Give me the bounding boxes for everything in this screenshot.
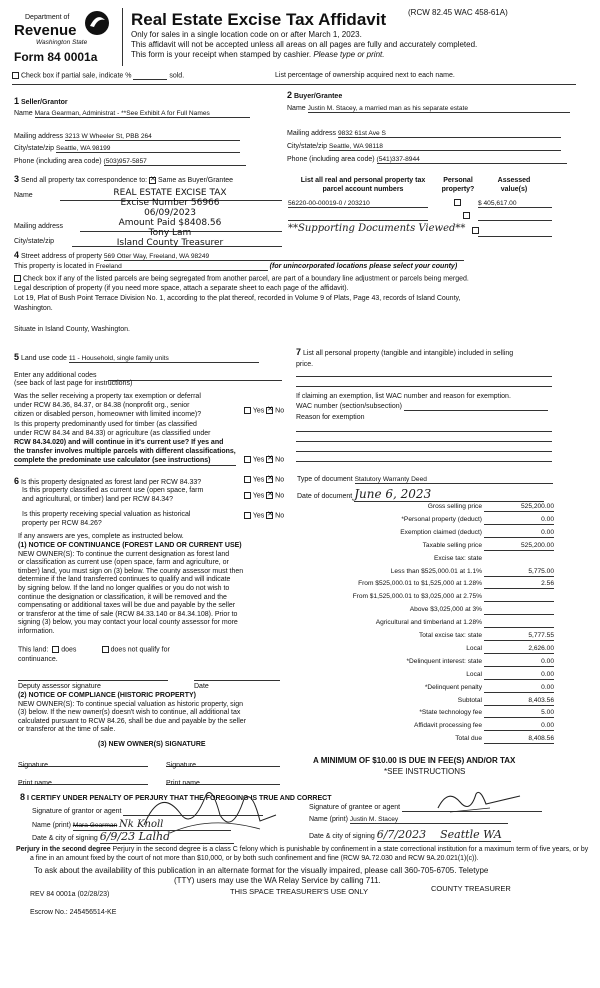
tax-row-label: Total excise tax: state <box>418 632 482 639</box>
deputy-date-label: Date <box>194 683 209 690</box>
segregated-row: Check box if any of the listed parcels are being segregated from another parcel, are part of a boundary line adjustment or parcels being merged. <box>14 275 469 282</box>
historic-no-checkbox[interactable] <box>266 512 273 519</box>
does-checkbox[interactable] <box>52 646 59 653</box>
seller-city-row: City/state/zip Seattle, WA 98199 <box>14 145 240 153</box>
historic-yes-checkbox[interactable] <box>244 512 251 519</box>
see-instructions: *SEE INSTRUCTIONS <box>384 767 466 776</box>
page-title: Real Estate Excise Tax Affidavit <box>131 10 387 29</box>
tax-row-value[interactable] <box>484 593 554 602</box>
deputy-sig-label: Deputy assessor signature <box>18 683 101 690</box>
land-use-field[interactable]: 11 - Household, single family units <box>69 355 259 363</box>
supporting-docs-note: **Supporting Documents Viewed** <box>288 223 466 234</box>
tax-row-value[interactable]: 0.00 <box>484 516 554 525</box>
forest-question: 6 Is this property designated as forest land per RCW 84.33? <box>14 476 202 486</box>
see-back-label: (see back of last page for instructions) <box>14 380 133 387</box>
tax-row-value[interactable]: 8,403.56 <box>484 697 554 706</box>
historic-yes-no: Yes ✕ No <box>244 512 284 519</box>
tax-row-label: From $525,000.01 to $1,525,000 at 1.28% <box>358 580 482 588</box>
doc-date-row: Date of document June 6, 2023 <box>297 487 544 502</box>
grantee-date-row: Date & city of signing 6/7/2023 Seattle WA <box>309 828 511 842</box>
tax-row-label: Above $3,025,000 at 3% <box>409 606 482 614</box>
tax-row-value[interactable]: 525,200.00 <box>484 542 554 551</box>
segregated-checkbox[interactable] <box>14 275 21 282</box>
current-use-question: Is this property classified as current use (open space, farm and agricultural, or timber) land per RCW 84.34? <box>22 487 204 503</box>
current-use-no-checkbox[interactable] <box>266 492 273 499</box>
tax-row-label: Local <box>466 644 482 652</box>
form-revision: REV 84 0001a (02/28/23) <box>30 891 110 898</box>
dept-label: Department of <box>25 14 70 21</box>
exemption-claim-label: If claiming an exemption, list WAC number and reason for exemption. <box>296 393 511 400</box>
reason-label: Reason for exemption <box>296 414 365 421</box>
buyer-city-row: City/state/zip Seattle, WA 98118 <box>287 143 561 151</box>
grantor-name-row: Name (print) Mara Gearman Nk Knoll <box>32 819 231 831</box>
doc-date-field[interactable]: June 6, 2023 <box>354 487 544 502</box>
treasurer-stamp: REAL ESTATE EXCISE TAX Excise Number 56966 06/09/2023 Amount Paid $8408.56 Tony Lam Island County Treasurer <box>113 188 227 248</box>
treasurer-only: THIS SPACE TREASURER'S USE ONLY <box>230 887 369 896</box>
buyer-heading: 2 Buyer/Grantee <box>287 90 343 100</box>
buyer-phone-field[interactable]: (541)337-8944 <box>377 156 567 164</box>
tax-row-label: From $1,525,000.01 to $3,025,000 at 2.75% <box>352 593 482 601</box>
tax-row-label: Taxable selling price <box>422 541 482 549</box>
assessed-1[interactable]: $ 405,617.00 <box>478 200 552 208</box>
tax-row-value[interactable]: 0.00 <box>484 529 554 538</box>
tax-row-label: Excise tax: state <box>433 554 482 562</box>
tax-row-value[interactable]: 0.00 <box>484 671 554 680</box>
buyer-phone-row: Phone (including area code) (541)337-8944 <box>287 156 567 164</box>
personal-checkbox-2[interactable] <box>463 212 470 219</box>
located-row: This property is located in Freeland (for unincorporated locations please select your county) <box>14 263 458 270</box>
grantor-date-row: Date & city of signing 6/9/23 Lalhd <box>32 830 234 844</box>
tax-row-label: Exemption claimed (deduct) <box>400 528 482 536</box>
notice-compliance: (2) NOTICE OF COMPLIANCE (HISTORIC PROPERTY) NEW OWNER(S): To continue special valuation as historic property, sign (3) below. If the new owner(s) doesn't wish to continue, all additional tax calculated pursuant to RCW 84.26, shall be due and payable by the seller or transferor at the time of sale. <box>18 692 247 734</box>
tax-row-value[interactable]: 0.00 <box>484 658 554 667</box>
grantee-signature-row: Signature of grantee or agent <box>309 804 542 812</box>
tax-row-label: Local <box>466 670 482 678</box>
personal-property-heading: 7 List all personal property (tangible and intangible) included in selling <box>296 347 514 357</box>
tax-row-value[interactable]: 5.00 <box>484 709 554 718</box>
exemption-yes-no: Yes ✕ No <box>244 407 284 414</box>
partial-sale-row: Check box if partial sale, indicate % sold. <box>12 72 184 80</box>
minimum-fee-note: A MINIMUM OF $10.00 IS DUE IN FEE(S) AND/OR TAX <box>313 756 516 765</box>
personal-header: Personal property? <box>441 177 475 193</box>
tax-row-label: Affidavit processing fee <box>413 722 482 730</box>
new-owner-sig-heading: (3) NEW OWNER(S) SIGNATURE <box>98 741 206 748</box>
tax-row-value[interactable]: 8,408.56 <box>484 735 554 744</box>
current-use-yes-no: Yes ✕ No <box>244 492 284 499</box>
grantee-name-row: Name (print) Justin M. Stacey <box>309 816 508 824</box>
tax-row-value[interactable]: 5,775.00 <box>484 568 554 577</box>
header-line2: This affidavit will not be accepted unless all areas on all pages are fully and accurately completed. <box>131 40 478 49</box>
alt-format-line2: (TTY) users may use the WA Relay Service by calling 711. <box>174 876 381 885</box>
seller-mailing-field[interactable]: 3213 W Wheeler St, PBB 264 <box>65 133 240 141</box>
doc-type-field[interactable]: Statutory Warranty Deed <box>355 476 553 484</box>
seller-city-field[interactable]: Seattle, WA 98199 <box>56 145 240 153</box>
ownership-note: List percentage of ownership acquired next to each name. <box>275 72 455 79</box>
revenue-logo-icon <box>84 10 110 38</box>
seller-name-row: Name Mara Gearman, Administrat - **See Exhibit A for Full Names <box>14 110 250 118</box>
statute-ref: (RCW 82.45 WAC 458-61A) <box>408 8 508 17</box>
form-number: Form 84 0001a <box>14 50 98 64</box>
exemption-question: Was the seller receiving a property tax exemption or deferral under RCW 84.36, 84.37, or 84.38 (nonprofit org., senior citizen or disabled person, homeowner with limited income)? <box>14 393 202 418</box>
buyer-mailing-field[interactable]: 9832 61st Ave S <box>338 130 561 138</box>
owner-sig-label-2: Signature <box>166 762 196 769</box>
tax-row-value[interactable]: 0.00 <box>484 722 554 731</box>
state-label: Washington State <box>36 39 88 46</box>
certify-heading: 8 I CERTIFY UNDER PENALTY OF PERJURY THAT THE FOREGOING IS TRUE AND CORRECT <box>20 792 332 802</box>
revenue-logo-text: Revenue <box>14 22 77 39</box>
forest-no-checkbox[interactable] <box>266 476 273 483</box>
personal-property-heading2: price. <box>296 361 314 368</box>
timber-yes-checkbox[interactable] <box>244 456 251 463</box>
legal-line1: Lot 19, Plat of Bush Point Terrace Division No. 1, according to the plat thereof, recorded in Volume 9 of Plats, Page 43, records of Island County, <box>14 295 461 302</box>
tax-row-value[interactable] <box>484 555 554 564</box>
grantor-date-field[interactable]: 6/9/23 Lalhd <box>100 830 234 844</box>
timber-yes-no: Yes ✕ No <box>244 456 284 463</box>
additional-codes-label: Enter any additional codes <box>14 372 97 379</box>
exemption-no-checkbox[interactable] <box>266 407 273 414</box>
buyer-city-field[interactable]: Seattle, WA 98118 <box>329 143 561 151</box>
tax-row-label: *Delinquent penalty <box>424 683 482 691</box>
partial-sale-checkbox[interactable] <box>12 72 19 79</box>
tax-row-label: Subtotal <box>457 696 482 704</box>
corr-name-label: Name <box>14 192 33 199</box>
same-as-buyer-checkbox[interactable] <box>149 177 156 184</box>
seller-name-field[interactable]: Mara Gearman, Administrat - **See Exhibit A for Full Names <box>35 110 250 118</box>
notice-continuance: (1) NOTICE OF CONTINUANCE (FOREST LAND OR CURRENT USE) NEW OWNER(S): To continue the current designation as forest land or classification as current use (open space, farm and agriculture, or timber) land, you must sign on (3) below. The county assessor must then determine if the land transferred continues to qualify and will indicate by signing below. If the land no longer qualifies or you do not wish to continue the designation or classification, it will be removed and the compensating or additional taxes will be due and payable by the seller or transferor at the time of sale (RCW 84.33.140 or 84.34.108). Prior to signing (3) below, you may contact your local county assessor for more information. <box>18 542 244 635</box>
if-yes-note: If any answers are yes, complete as instructed below. <box>18 533 184 540</box>
continuance-label: continuance. <box>18 656 58 663</box>
corr-mailing-label: Mailing address <box>14 223 64 230</box>
seller-phone-field[interactable]: (503)957-5857 <box>104 158 246 166</box>
this-land-row: This land: does does not qualify for <box>18 646 170 654</box>
owner-print-label-1: Print name <box>18 780 52 787</box>
wac-field[interactable] <box>404 403 548 411</box>
owner-sig-label-1: Signature <box>18 762 48 769</box>
legal-line3: Situate in Island County, Washington. <box>14 326 130 333</box>
seller-phone-row: Phone (including area code) (503)957-5857 <box>14 158 246 166</box>
corr-city-label: City/state/zip <box>14 238 55 245</box>
percent-field[interactable] <box>133 72 167 80</box>
tax-row-value[interactable]: 0.00 <box>484 684 554 693</box>
forest-yes-checkbox[interactable] <box>244 476 251 483</box>
owner-print-label-2: Print name <box>166 780 200 787</box>
tax-row-label: Gross selling price <box>427 503 482 510</box>
timber-question: Is this property predominantly used for timber (as classified under RCW 84.34 and 84.33) or agriculture (as classified under RCW 84.34.020) and will continue in it's current use? If yes and the transfer involves multiple parcels with different classifications, complete the predominate use calculator (see instructions) <box>14 421 236 464</box>
exemption-yes-checkbox[interactable] <box>244 407 251 414</box>
tax-row-label: Agricultural and timberland at 1.28% <box>375 619 482 627</box>
grantor-name-field[interactable]: Mara Gearman <box>72 822 118 829</box>
street-field[interactable]: 569 Otter Way, Freeland, WA 98249 <box>104 253 464 261</box>
grantor-name-hand: Nk Knoll <box>119 819 164 830</box>
grantor-signature-row: Signature of grantor or agent <box>32 808 263 816</box>
tax-row-label: *Delinquent interest: state <box>406 657 482 665</box>
buyer-name-row: Name Justin M. Stacey, a married man as his separate estate <box>287 105 570 113</box>
tax-row-label: Less than $525,000.01 at 1.1% <box>390 567 482 575</box>
tax-row-label: *Personal property (deduct) <box>401 515 482 523</box>
escrow-number: Escrow No.: 245456514-KE <box>30 909 117 916</box>
county-treasurer: COUNTY TREASURER <box>431 884 511 893</box>
perjury-line1: Perjury in the second degree Perjury in the second degree is a class C felony which is punishable by confinement in a state correctional institution for a maximum term of five years, or by <box>16 846 589 853</box>
grantee-name-field[interactable]: Justin M. Stacey <box>350 816 508 824</box>
forest-yes-no: Yes ✕ No <box>244 476 284 483</box>
tax-row-value[interactable]: 5,777.55 <box>484 632 554 641</box>
parcel-1[interactable]: 56220-00-00019-0 / 203210 <box>288 200 428 208</box>
correspondence-heading: 3 Send all property tax correspondence to: ✕ Same as Buyer/Grantee <box>14 174 233 184</box>
tax-row-label: *State technology fee <box>419 709 482 717</box>
legal-line2: Washington. <box>14 305 53 312</box>
seller-heading: 1 Seller/Grantor <box>14 96 68 106</box>
tax-row-value[interactable]: 525,200.00 <box>484 503 554 512</box>
buyer-name-field[interactable]: Justin M. Stacey, a married man as his separate estate <box>308 105 570 113</box>
parcel-header: List all real and personal property tax parcel account numbers <box>300 177 426 193</box>
does-not-checkbox[interactable] <box>102 646 109 653</box>
tax-row-value[interactable] <box>484 606 554 615</box>
seller-mailing-row: Mailing address 3213 W Wheeler St, PBB 264 <box>14 133 240 141</box>
historic-question: Is this property receiving special valuation as historical property per RCW 84.26? <box>22 511 191 527</box>
tax-row-value[interactable]: 2,626.00 <box>484 645 554 654</box>
perjury-line2: a fine in an amount fixed by the court of not more than $10,000, or by both such confinement and fine (RCW 9A.72.030 and RCW 9A.20.021(1)(c)). <box>30 855 479 862</box>
personal-checkbox-3[interactable] <box>472 227 479 234</box>
land-use-row: 5 Land use code 11 - Household, single family units <box>14 352 259 363</box>
street-row: 4 Street address of property 569 Otter Way, Freeland, WA 98249 <box>14 250 464 261</box>
alt-format-line1: To ask about the availability of this publication in an alternate format for the visually impaired, please call 360-705-6705. Teletype <box>34 866 489 875</box>
header-line3: This form is your receipt when stamped by cashier. Please type or print. <box>131 50 385 59</box>
legal-label: Legal description of property (if you need more space, attach a separate sheet to each page of the affidavit). <box>14 285 349 292</box>
tax-row-value[interactable] <box>484 619 554 628</box>
wac-row: WAC number (section/subsection) <box>296 403 548 411</box>
header-line1: Only for sales in a single location code on or after March 1, 2023. <box>131 30 362 39</box>
timber-no-checkbox[interactable] <box>266 456 273 463</box>
doc-type-row: Type of document Statutory Warranty Deed <box>297 476 553 484</box>
grantee-date-field[interactable]: 6/7/2023 Seattle WA <box>377 828 511 842</box>
current-use-yes-checkbox[interactable] <box>244 492 251 499</box>
personal-checkbox-1[interactable] <box>454 199 461 206</box>
located-field[interactable]: Freeland <box>96 263 268 271</box>
assessed-header: Assessed value(s) <box>497 177 531 193</box>
buyer-mailing-row: Mailing address 9832 61st Ave S <box>287 130 561 138</box>
grantee-signature-mark <box>430 786 530 818</box>
tax-row-value[interactable]: 2.56 <box>484 580 554 589</box>
tax-row-label: Total due <box>455 735 482 743</box>
